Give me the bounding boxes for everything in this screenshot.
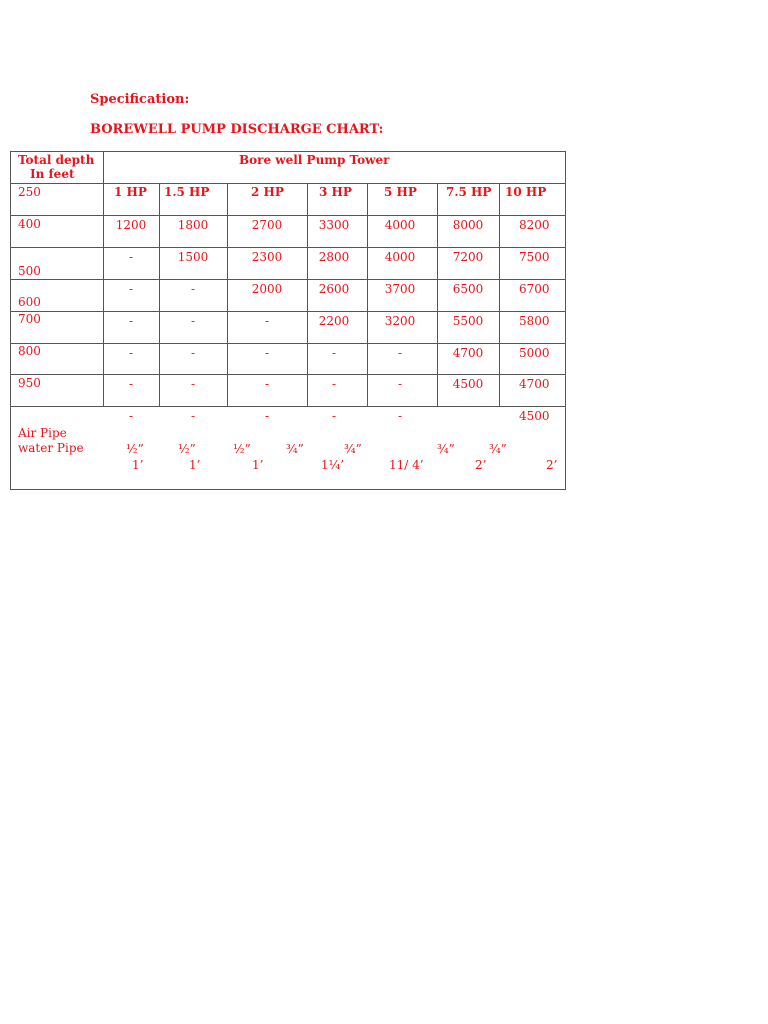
air-pipe-size: ½” (126, 442, 144, 456)
table-cell: - (128, 282, 134, 296)
row-divider (11, 279, 566, 280)
table-cell: - (128, 314, 134, 328)
specification-label: Specification: (90, 92, 190, 107)
table-cell: 2300 (251, 250, 283, 264)
table-cell: 5500 (452, 314, 484, 328)
col-divider (159, 183, 160, 406)
depth-header-line1: Total depth (18, 153, 95, 167)
table-cell: - (331, 346, 337, 360)
water-pipe-size: 2’ (546, 458, 558, 472)
depth-label: 250 (18, 185, 41, 199)
depth-label: 800 (18, 344, 41, 358)
hp-header: 1 HP (114, 185, 147, 199)
table-cell: 3700 (384, 282, 416, 296)
table-cell: 1800 (177, 218, 209, 232)
row-divider (11, 406, 566, 407)
col-divider (499, 183, 500, 406)
air-pipe-size: ¾” (286, 442, 304, 456)
air-pipe-size: ¾” (344, 442, 362, 456)
table-cell: 8200 (519, 218, 550, 232)
table-cell: 4700 (452, 346, 484, 360)
table-cell: - (264, 314, 270, 328)
water-pipe-size: 1’ (189, 458, 201, 472)
water-pipe-size: 11/ 4’ (389, 458, 424, 472)
row-divider (11, 343, 566, 344)
chart-title: BOREWELL PUMP DISCHARGE CHART: (90, 122, 384, 137)
table-cell: 5000 (519, 346, 550, 360)
row-divider (11, 215, 566, 216)
row-divider (11, 183, 566, 184)
table-cell: 2200 (318, 314, 350, 328)
air-pipe-label: Air Pipe (18, 426, 67, 440)
table-cell: - (190, 314, 196, 328)
table-cell: 2600 (318, 282, 350, 296)
discharge-table (10, 151, 566, 490)
air-pipe-size: ½” (178, 442, 196, 456)
table-cell: - (397, 409, 403, 423)
tower-header: Bore well Pump Tower (239, 153, 390, 167)
table-cell: - (128, 346, 134, 360)
table-cell: 4500 (452, 377, 484, 391)
table-cell: 2800 (318, 250, 350, 264)
table-cell: - (128, 250, 134, 264)
air-pipe-size: ¾” (489, 442, 507, 456)
table-cell: 3200 (384, 314, 416, 328)
col-divider (437, 183, 438, 406)
water-pipe-size: 1¼’ (321, 458, 345, 472)
col-divider (103, 152, 104, 406)
table-cell: - (128, 377, 134, 391)
table-cell: 1500 (177, 250, 209, 264)
table-cell: 4700 (519, 377, 550, 391)
row-divider (11, 374, 566, 375)
table-cell: 5800 (519, 314, 550, 328)
hp-header: 10 HP (505, 185, 547, 199)
table-cell: 4500 (519, 409, 550, 423)
hp-header: 5 HP (384, 185, 417, 199)
table-cell: 4000 (384, 218, 416, 232)
table-cell: 8000 (452, 218, 484, 232)
depth-label: 600 (18, 295, 41, 309)
table-cell: 1200 (115, 218, 147, 232)
table-cell: - (264, 346, 270, 360)
table-cell: - (397, 346, 403, 360)
row-divider (11, 311, 566, 312)
depth-label: 700 (18, 312, 41, 326)
hp-header: 1.5 HP (164, 185, 210, 199)
hp-header: 3 HP (319, 185, 352, 199)
depth-header-line2: In feet (30, 167, 75, 181)
depth-label: 950 (18, 376, 41, 390)
table-cell: - (331, 409, 337, 423)
table-cell: - (190, 409, 196, 423)
col-divider (227, 183, 228, 406)
table-cell: - (190, 346, 196, 360)
table-cell: - (190, 282, 196, 296)
water-pipe-size: 2’ (475, 458, 487, 472)
table-cell: 6500 (452, 282, 484, 296)
table-cell: 2700 (251, 218, 283, 232)
water-pipe-size: 1’ (132, 458, 144, 472)
table-cell: - (331, 377, 337, 391)
table-cell: - (264, 377, 270, 391)
col-divider (307, 183, 308, 406)
water-pipe-size: 1’ (252, 458, 264, 472)
table-cell: - (264, 409, 270, 423)
air-pipe-size: ¾” (437, 442, 455, 456)
depth-label: 400 (18, 217, 41, 231)
depth-label: 500 (18, 264, 41, 278)
air-pipe-size: ½” (233, 442, 251, 456)
table-cell: - (190, 377, 196, 391)
row-divider (11, 247, 566, 248)
table-cell: 3300 (318, 218, 350, 232)
hp-header: 2 HP (251, 185, 284, 199)
hp-header: 7.5 HP (446, 185, 492, 199)
table-cell: 7200 (452, 250, 484, 264)
table-cell: - (397, 377, 403, 391)
table-cell: 4000 (384, 250, 416, 264)
col-divider (367, 183, 368, 406)
table-cell: 6700 (519, 282, 550, 296)
table-cell: 7500 (519, 250, 550, 264)
water-pipe-label: water Pipe (18, 441, 84, 455)
table-cell: - (128, 409, 134, 423)
table-cell: 2000 (251, 282, 283, 296)
